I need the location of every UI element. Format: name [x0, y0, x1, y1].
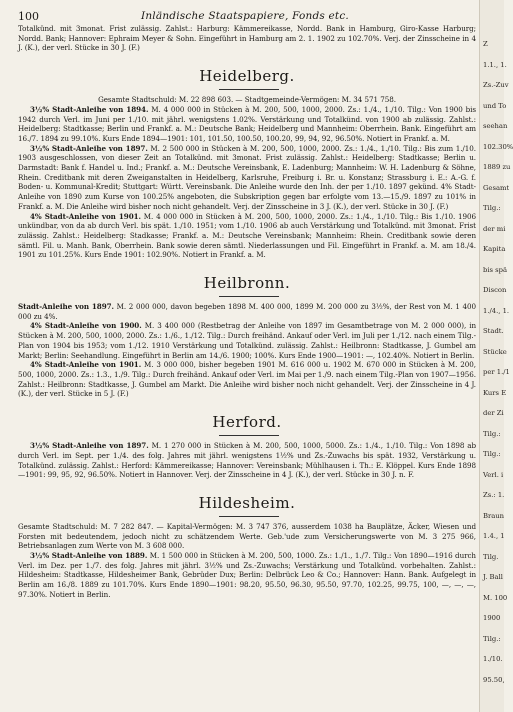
facing-page-fragment: 1900 [483, 614, 501, 622]
facing-page-fragment: Stücke [483, 347, 507, 356]
loan-text: M. 3 400 000 (Restbetrag der Anleihe von 1897 im Gesamtbetrage von M. 2 000 000), in Stücken à M. 200, 500, 1000, 2000. Zs.: 1./6., 1./12. Tilg.: Durch freihänd. Ankauf oder Verl. im Juli per 1./12. nach einem Tilg.-Plan von 1904 bis 1953; vom 1./12. 1910 Verstärkung und Totalkünd. zulässig. Zahlst.: Heilbronn: Stadtkasse, J. Gumbel am Markt; Berlin: Seehandlung. Eingeführt in Berlin am 14./6. 1900; 100%. Kurs Ende 1900—1901: —, 102.40%. Notiert in Berlin. [18, 321, 476, 360]
loan-entry [18, 144, 476, 212]
loan-entry [18, 441, 476, 480]
page-header [10, 6, 480, 24]
loan-text: M. 1 270 000 in Stücken à M. 200, 500, 1000, 5000. Zs.: 1./4., 1./10. Tilg.: Von 1898 ab durch Verl. im Sept. per 1./4. des folg. Jahres mit jährl. wenigstens 1½% und Zs.-Zuwachs bis spät. 1932, Verstärkung u. Totalkünd. zulässig. Zahlst.: Herford: Kämmereikasse; Hannover: Vereinsbank; Mühlhausen i. Th.: E. Klöppel. Kurs Ende 1898—1901: 99, 95, 92, 96.50%. Notiert in Hannover. Verj. der Zinsscheine in 4 J. (K.), der verl. Stücke in 30 J. n. F. [18, 441, 476, 480]
facing-page-fragment: Z [483, 40, 488, 48]
loan-title: Stadt-Anleihe von 1897. [18, 302, 114, 312]
section-divider [219, 516, 279, 517]
facing-page-fragment: Kurs E [483, 388, 507, 397]
heidelberg-summary: Gesamte Stadtschuld: M. 22 898 603. — Stadtgemeinde-Vermögen: M. 34 571 758. [98, 95, 396, 105]
page-number: 100 [18, 10, 39, 23]
loan-title: 4% Stadt-Anleihe von 1900. [30, 321, 142, 331]
facing-page-fragment: Zs.-Zuv [483, 81, 509, 89]
facing-page-fragment: per 1./1 [483, 368, 510, 376]
section-divider [219, 435, 279, 436]
loan-text: M. 4 000 000 in Stücken à M. 200, 500, 1000, 2000. Zs.: 1./4., 1./10. Tilg.: Bis 1./10. 1906 unkündbar, von da ab durch Verl. bis spät. 1./10. 1951; vom 1./10. 1906 ab auch Verstärkung und Totalkünd. mit 3monat. Frist zulässig. Zahlst.: Heidelberg: Stadkasse; Frankf. a. M.: Deutsche Vereinsbank; Mannheim: Rhein. Creditbank sowie deren sämtl. Fil. u. Manh. Bank, Oberrhein. Bank sowie deren sämtl. Niederlassungen und Fil. Eingeführt in Frankf. a. M. am 18./4. 1901 zu 101.25%. Kurs Ende 1901: 102.90%. Notiert in Frankf. a. M. [18, 211, 476, 260]
facing-page-fragment: bis spä [483, 265, 508, 274]
facing-page-fragment: J. Ball [483, 573, 503, 581]
facing-page-fragment: seehan [483, 122, 508, 130]
section-title-heilbronn: Heilbronn. [203, 274, 291, 293]
intro-paragraph: Totalkünd. mit 3monat. Frist zulässig. Zahlst.: Harburg: Kämmereikasse, Nordd. Bank in Hamburg, Giro-Kasse Harburg; Nordd. Bank; Hannover: Ephraim Meyer & Sohn. Eingeführt in Hamburg am 2. 1. 1902 zu 102.70%. Verj. der Zinsscheine in 4 J. (K.), der verl. Stücke in 30 J. (F.) [18, 24, 476, 53]
facing-page-fragment: Tilg. [483, 552, 499, 561]
section-title-heidelberg: Heidelberg. [199, 67, 295, 86]
facing-page-edge [479, 0, 513, 712]
facing-page-fragment: der Zi [483, 409, 504, 417]
loan-title: 3½% Stadt-Anleihe von 1894. [30, 104, 149, 114]
facing-page-fragment: 1.4., 1 [483, 532, 505, 540]
section-title-herford: Herford. [212, 413, 282, 432]
facing-page-fragment: 1889 zu [483, 163, 511, 171]
facing-page-fragment: und To [483, 101, 507, 110]
facing-page-fragment: Verl. i [483, 470, 504, 479]
facing-page-fragment: Kapita [483, 245, 506, 253]
facing-page-fragment: Zs.: 1. [483, 491, 505, 499]
loan-title: 3½% Stadt-Anleihe von 1889. [30, 551, 148, 561]
loan-entry [18, 212, 476, 261]
section-divider [219, 89, 279, 90]
loan-entry [18, 302, 476, 321]
section-divider [219, 296, 279, 297]
facing-page-fragment: Tilg.: [483, 204, 501, 212]
loan-entry [18, 551, 476, 600]
facing-page-fragment: 95.50, [483, 675, 505, 684]
loan-text: M. 4 000 000 in Stücken à M. 200, 500, 1000, 2000. Zs.: 1./4., 1./10. Tilg.: Von 1900 bis 1942 durch Verl. im Juni per 1./10. mit jährl. wenigstens 1.02%. Verstärkung und Totalkünd. von 1900 ab zulässig. Zahlst.: Heidelberg: Stadtkasse; Berlin und Frankf. a. M.: Deutsche Bank; Heidelberg und Mannheim: Oberrhein. Bank. Eingeführt am 16./7. 1894 zu 99.10%. Kurs Ende 1894—1901: 101, 101.50, 100.50, 100.20, 99, 94, 92, 96.50%. Notiert in Frankf. a. M. [18, 104, 476, 143]
loan-text: M. 1 500 000 in Stücken à M. 200, 500, 1000. Zs.: 1./1., 1./7. Tilg.: Von 1890—1916 durch Verl. im Dez. per 1./7. des folg. Jahres mit jährl. 3½% und Zs.-Zuwachs; Verstärkung und Totalkünd. vorbehalten. Zahlst.: Hildesheim: Stadtkasse, Hildesheimer Bank, Gebrüder Dux; Berlin: Delbrück Leo & Co.; Hannover: Hann. Bank. Aufgelegt in Berlin am 16./8. 1889 zu 101.70%. Kurs Ende 1890—1901: 98.20, 95.50, 96.30, 95.50, 97.70, 102.25, 99.75, 100, —, —, —, 97.30%. Notiert in Berlin. [18, 551, 476, 599]
facing-page-fragment: Discon [483, 286, 507, 294]
loan-text: M. 3 000 000, bisher begeben 1901 M. 616 000 u. 1902 M. 670 000 in Stücken à M. 200, 500, 1000, 2000. Zs.: 1.3., 1./9. Tilg.: Durch freihänd. Ankauf oder Verl. im Mai per 1./9. nach einem Tilg.-Plan von 1907—1956. Zahlst.: Heilbronn: Stadtkasse, J. Gumbel am Markt. Die Anleihe wird bisher noch nicht gehandelt. Verj. der Zinsscheine in 4 J. (K.), der verl. Stücke in 5 J. (F.) [18, 360, 476, 399]
loan-entry [18, 321, 476, 360]
facing-page-fragment: Stadt. [483, 327, 504, 335]
facing-page-fragment: Tilg.: [483, 634, 501, 643]
loan-text: M. 2 000 000, davon begeben 1898 M. 400 000, 1899 M. 200 000 zu 3½%, der Rest von M. 1 400 000 zu 4%. [18, 302, 476, 321]
facing-page-fragment: Tilg.: [483, 450, 501, 458]
loan-entry [18, 105, 476, 144]
facing-page-fragment: Braun [483, 511, 505, 520]
running-title: Inländische Staatspapiere, Fonds etc. [141, 10, 349, 22]
facing-page-fragment: der mi [483, 224, 506, 233]
section-title-hildesheim: Hildesheim. [198, 493, 296, 512]
loan-title: 3½% Stadt-Anleihe von 1897. [30, 143, 148, 153]
facing-page-fragment: Tilg.: [483, 429, 501, 438]
loan-title: 4% Stadt-Anleihe von 1901. [30, 211, 141, 221]
facing-page-fragment: 1.1., 1. [483, 60, 507, 69]
loan-entry [18, 360, 476, 399]
loan-title: 4% Stadt-Anleihe von 1901. [30, 360, 142, 370]
facing-page-fragment: Gesamt [483, 183, 510, 192]
facing-page-fragment: 1./10. [483, 655, 503, 663]
facing-page-fragment: 1./4., 1. [483, 306, 510, 315]
loan-title: 3½% Stadt-Anleihe von 1897. [30, 441, 149, 451]
loan-text: M. 2 500 000 in Stücken à M. 200, 500, 1000, 2000. Zs.: 1./4., 1./10. Tilg.: Bis zum 1./10. 1903 ausgeschlossen, von dieser Zeit an Totalkünd. mit 3monat. Frist zulässig. Zahlst.: Heidelberg: Stadtkasse; Berlin u. Darmstadt: Bank f. Handel u. Ind.; Frankf. a. M.: Deutsche Vereinsbank, E. Ladenburg; Mannheim: W. H. Ladenburg & Söhne, Rhein. Creditbank mit deren Zweiganstalten in Heidelberg, Karlsruhe, Freiburg i. Br. u. Konstanz; Strassburg i. E.: A.-G. f. Boden- u. Kommunal-Kredit; Stuttgart: Württ. Vereinsbank. Die Anleihe wurde den Inh. der per 1./10. 1897 gekünd. 4% Stadt-Anleihe von 1890 zum Kurse von 100.25% angeboten, die Subskription gegen bar erfolgte vom 13.—15./9. 1897 zu 101% in Frankf. a. M. Die Anleihe wird bisher noch nicht gehandelt. Verj. der Zinsscheine in 3 J. (K.), der verl. Stücke in 30 J. (F.) [18, 143, 476, 211]
facing-page-fragment: M. 100 [483, 593, 508, 602]
facing-page-fragment: 102.30% [483, 142, 513, 151]
hildesheim-summary: Gesamte Stadtschuld: M. 7 282 847. — Kapital-Vermögen: M. 3 747 376, ausserdem 1038 ha Bauplätze, Äcker, Wiesen und Forsten mit bedeutendem, jedoch nicht zu schätzendem Werte. Geb.'ude zum Versicherungswerte von M. 3 275 966, Betriebsanlagen zum Werte von M. 3 608 000. [18, 521, 476, 551]
